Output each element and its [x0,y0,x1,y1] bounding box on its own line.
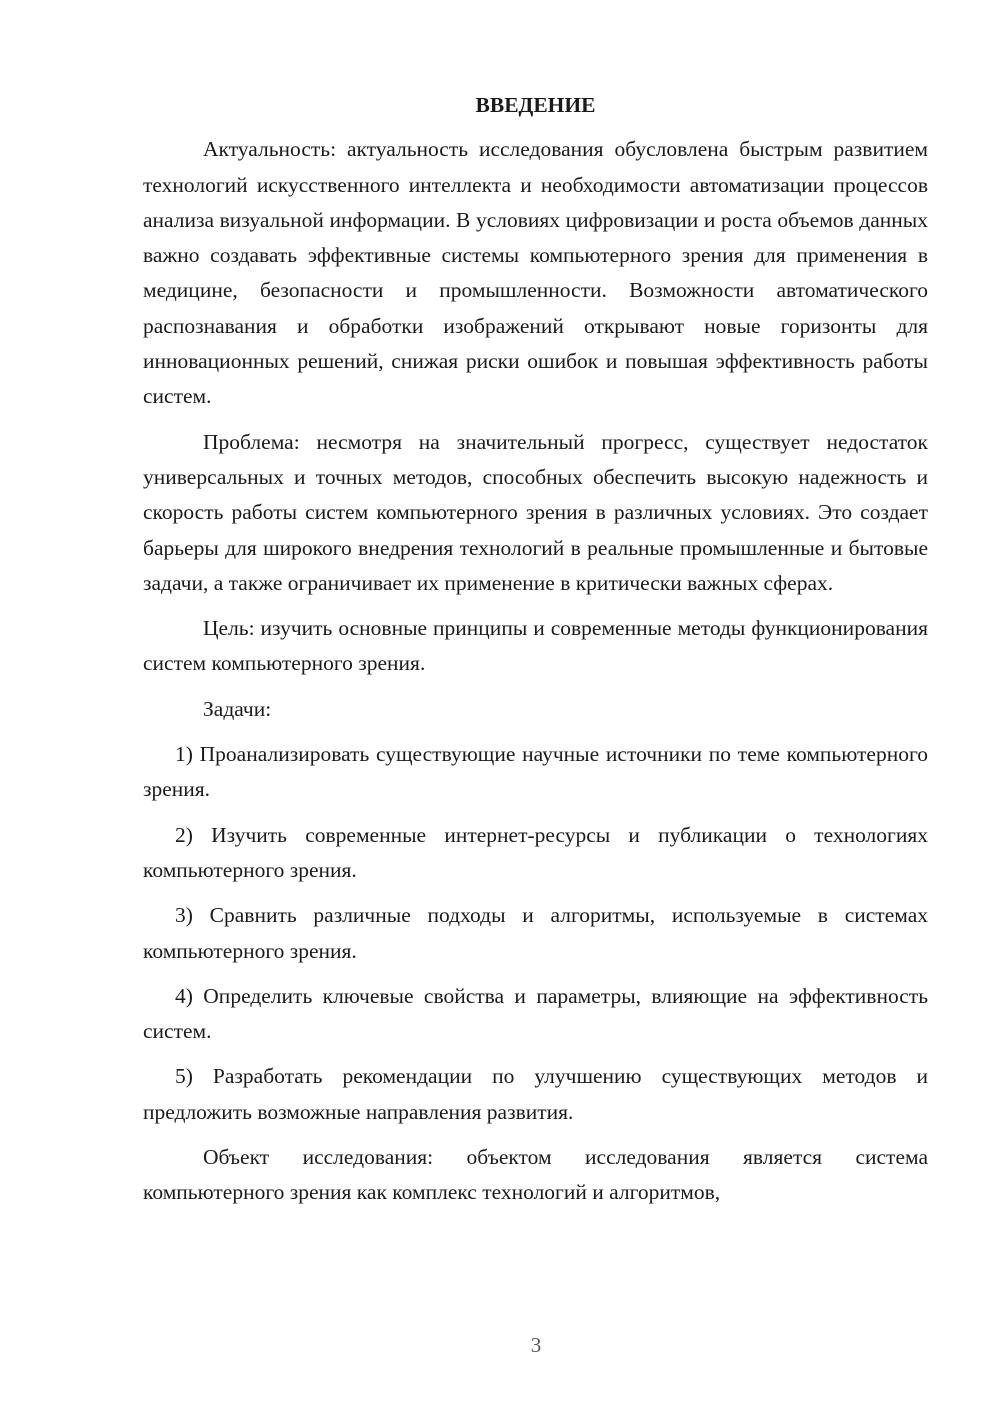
page-number: 3 [530,1333,542,1357]
problem-paragraph: Проблема: несмотря на значительный прогресс, существует недостаток универсальных и точных методов, способных обеспечить высокую надежность и скорость работы систем компьютерного зрения в различных условиях. Это создает барьеры для широкого внедрения технологий в реальные промышленные и бытовые задачи, а также ограничивает их применение в критически важных сферах. [143,429,928,595]
relevance-paragraph: Актуальность: актуальность исследования обусловлена быстрым развитием технологий искусственного интеллекта и необходимости автоматизации процессов анализа визуальной информации. В условиях цифровизации и роста объемов данных важно создавать эффективные системы компьютерного зрения для применения в медицине, безопасности и промышленности. Возможности автоматического распознавания и обработки изображений открывают новые горизонты для инновационных решений, снижая риски ошибок и повышая эффективность работы систем. [143,137,928,409]
tasks-label: Задачи: [203,696,272,721]
page-content [143,88,928,1221]
task-item-4: 4) Определить ключевые свойства и параметры, влияющие на эффективность систем. [143,983,928,1044]
object-paragraph: Объект исследования: объектом исследования является система компьютерного зрения как комплекс технологий и алгоритмов, [143,1145,928,1205]
task-item-1: 1) Проанализировать существующие научные источники по теме компьютерного зрения. [143,742,928,802]
task-item-2: 2) Изучить современные интернет-ресурсы и публикации о технологиях компьютерного зрения. [143,822,928,882]
goal-paragraph: Цель: изучить основные принципы и современные методы функционирования систем компьютерного зрения. [143,616,928,676]
task-item-3: 3) Сравнить различные подходы и алгоритмы, используемые в системах компьютерного зрения. [143,903,928,963]
section-heading: ВВЕДЕНИЕ [475,93,596,117]
task-item-5: 5) Разработать рекомендации по улучшению существующих методов и предложить возможные направления развития. [143,1064,928,1124]
